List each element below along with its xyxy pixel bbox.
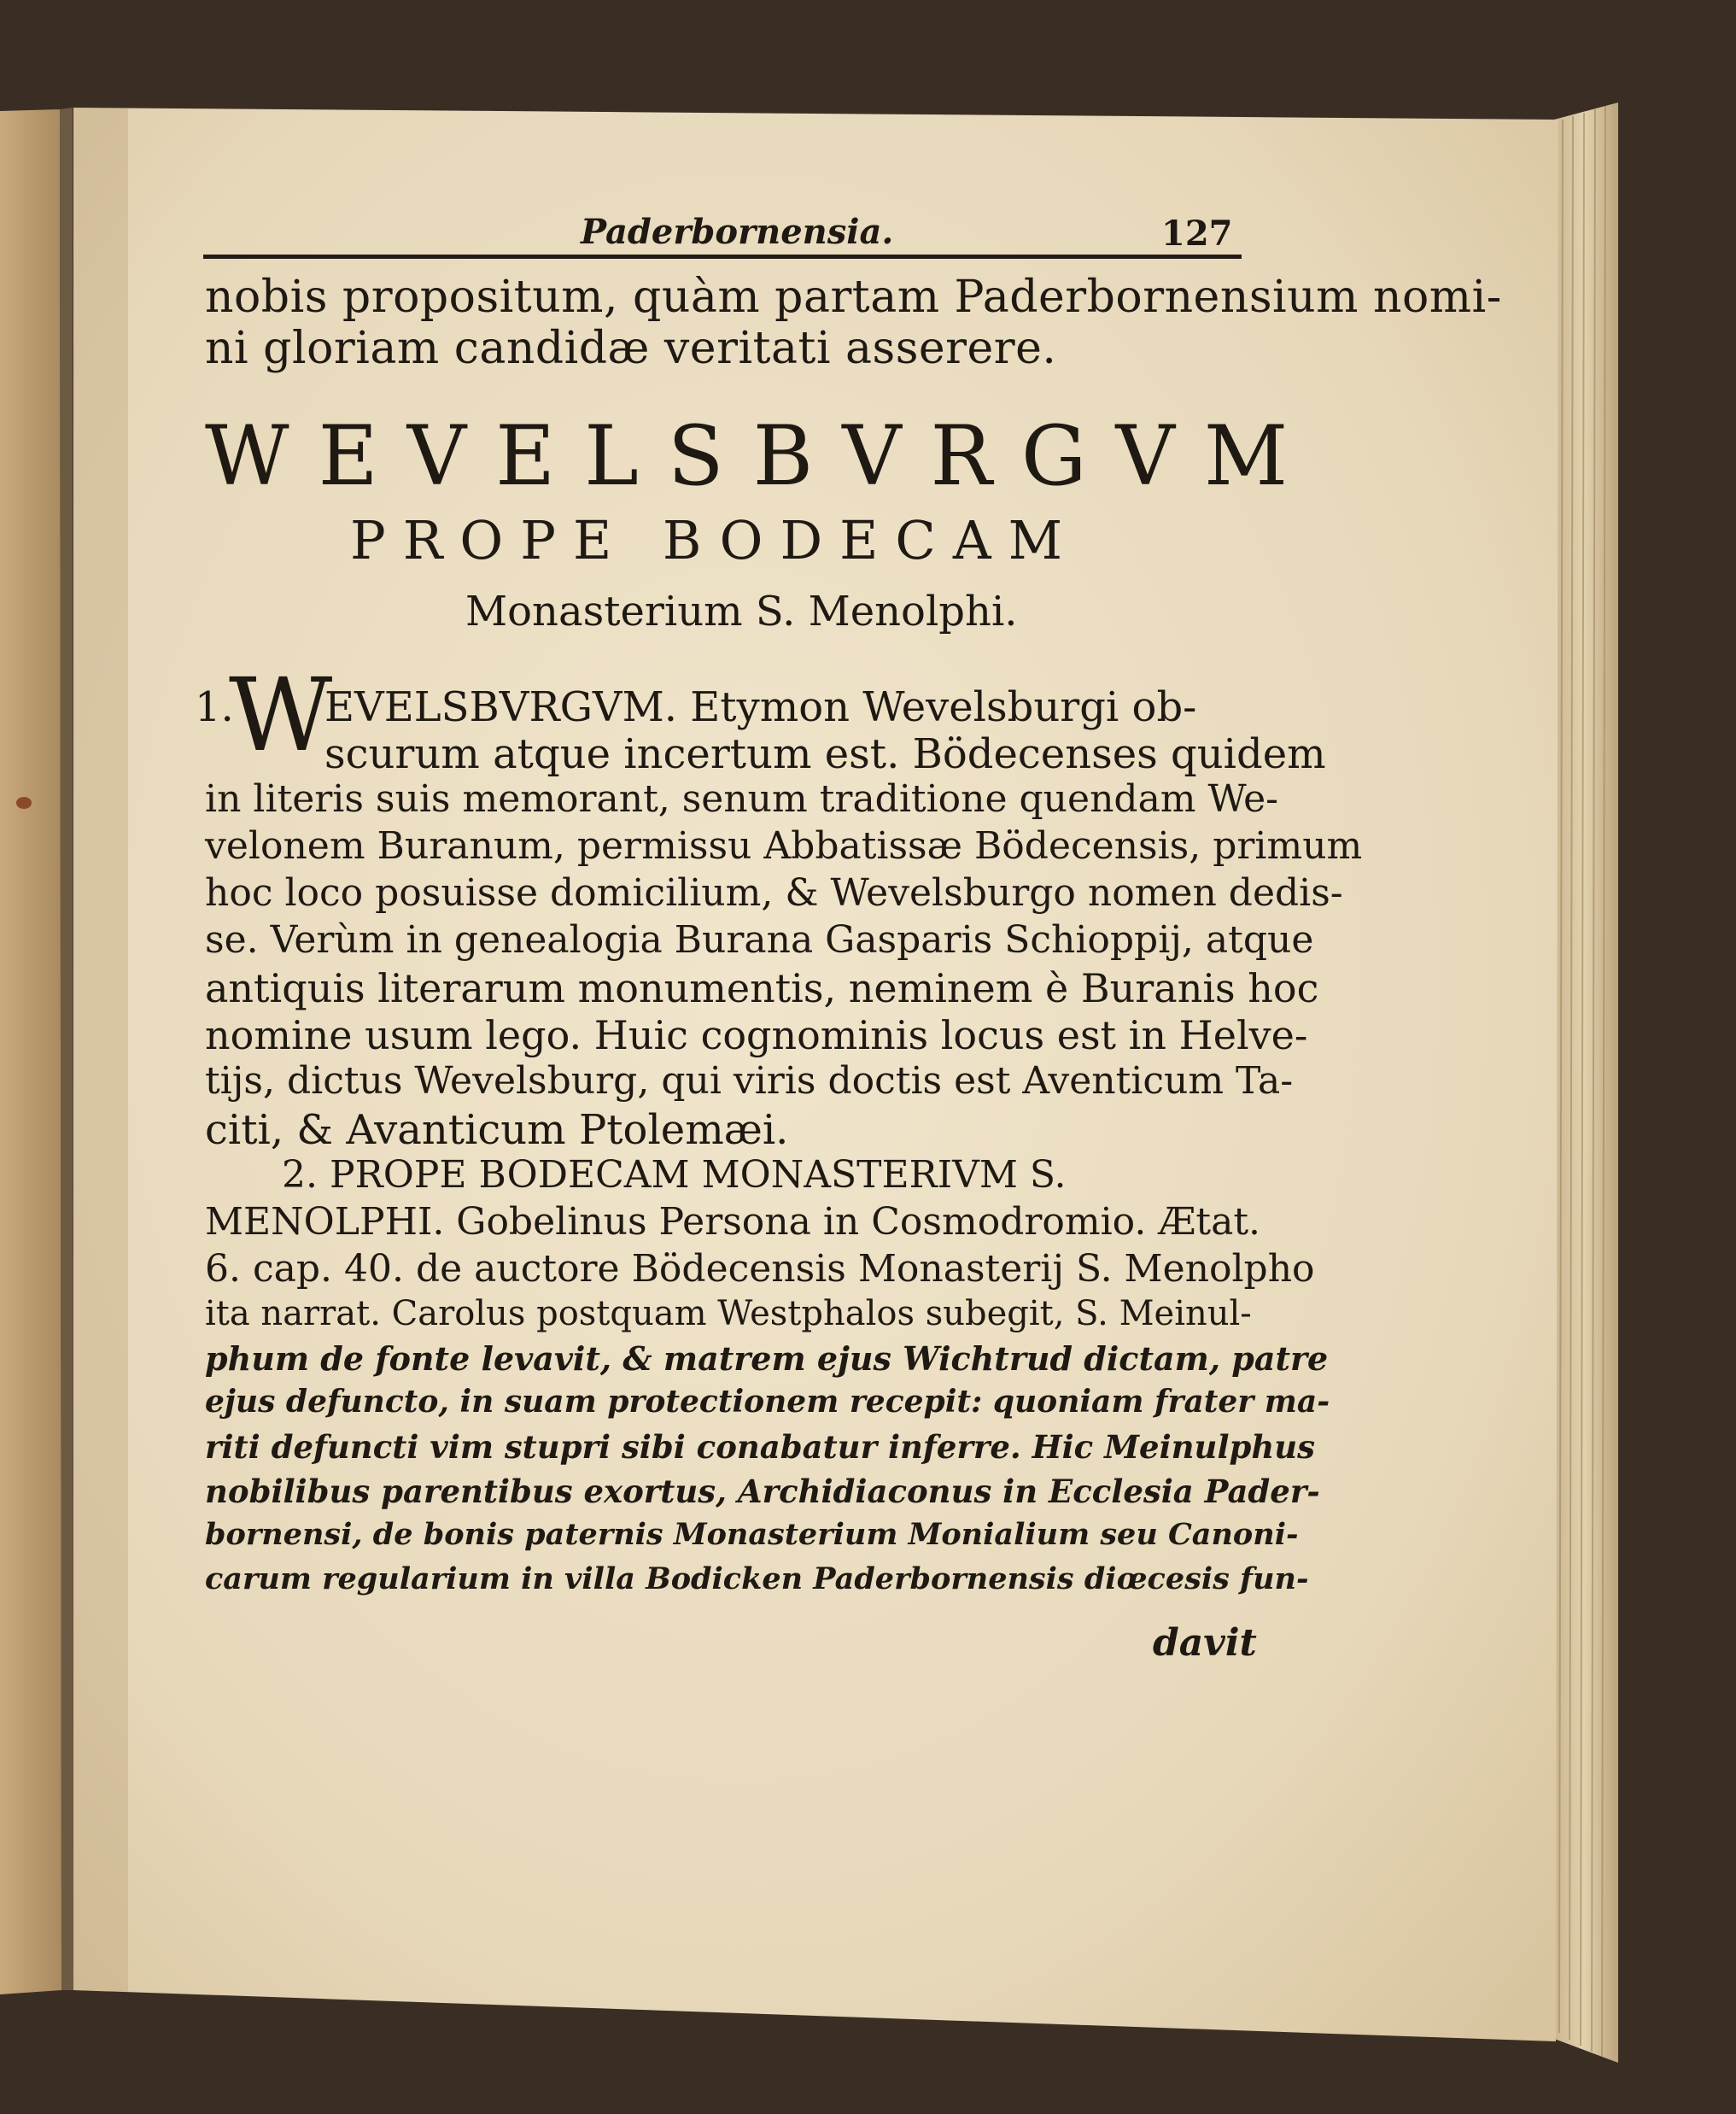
header-rule	[203, 255, 1242, 259]
catchword: davit	[1153, 1621, 1257, 1665]
running-title: Paderbornensia.	[581, 212, 894, 252]
body-line: antiquis literarum monumentis, neminem è Buranis hoc	[205, 965, 1319, 1011]
intro-line: ni gloriam candidæ veritati asserere.	[205, 323, 1057, 374]
drop-cap: W	[229, 656, 333, 774]
body-line: se. Verùm in genealogia Burana Gasparis Schioppij, atque	[205, 918, 1314, 962]
body-line: phum de fonte levavit, & matrem ejus Wichtrud dictam, patre	[205, 1339, 1329, 1378]
intro-line: nobis propositum, quàm partam Paderbornensium nomi-	[205, 272, 1502, 323]
heading-subtitle: PROPE BODECAM	[350, 509, 1080, 571]
body-line: hoc loco posuisse domicilium, & Wevelsburgo nomen dedis-	[205, 871, 1343, 915]
page-number: 127	[1161, 214, 1233, 254]
body-line: carum regularium in villa Bodicken Paderbornensis diœcesis fun-	[205, 1561, 1309, 1596]
body-line: citi, & Avanticum Ptolemæi.	[205, 1106, 789, 1154]
heading-title: WEVELSBVRGVM	[205, 408, 1318, 504]
body-line: EVELSBVRGVM. Etymon Wevelsburgi ob-	[324, 683, 1197, 731]
body-line: velonem Buranum, permissu Abbatissæ Bödecensis, primum	[205, 824, 1363, 868]
body-line: ita narrat. Carolus postquam Westphalos subegit, S. Meinul-	[205, 1294, 1252, 1333]
body-line: 2. PROPE BODECAM MONASTERIVM S.	[282, 1153, 1067, 1197]
body-line: bornensi, de bonis paternis Monasterium Monialium seu Canoni-	[205, 1517, 1299, 1552]
body-line: scurum atque incertum est. Bödecenses quidem	[324, 730, 1326, 778]
section-number: 1.	[195, 683, 234, 731]
body-line: ejus defuncto, in suam protectionem recepit: quoniam frater ma-	[205, 1384, 1330, 1420]
body-line: nobilibus parentibus exortus, Archidiaconus in Ecclesia Pader-	[205, 1473, 1320, 1510]
heading-caption: Monasterium S. Menolphi.	[465, 588, 1018, 635]
body-line: 6. cap. 40. de auctore Bödecensis Monasterij S. Menolpho	[205, 1247, 1315, 1291]
body-line: riti defuncti vim stupri sibi conabatur inferre. Hic Meinulphus	[205, 1428, 1316, 1466]
body-line: tijs, dictus Wevelsburg, qui viris doctis est Aventicum Ta-	[205, 1059, 1294, 1103]
body-line: MENOLPHI. Gobelinus Persona in Cosmodromio. Ætat.	[205, 1200, 1260, 1244]
body-line: nomine usum lego. Huic cognominis locus est in Helve-	[205, 1012, 1308, 1058]
body-line: in literis suis memorant, senum traditione quendam We-	[205, 777, 1279, 821]
